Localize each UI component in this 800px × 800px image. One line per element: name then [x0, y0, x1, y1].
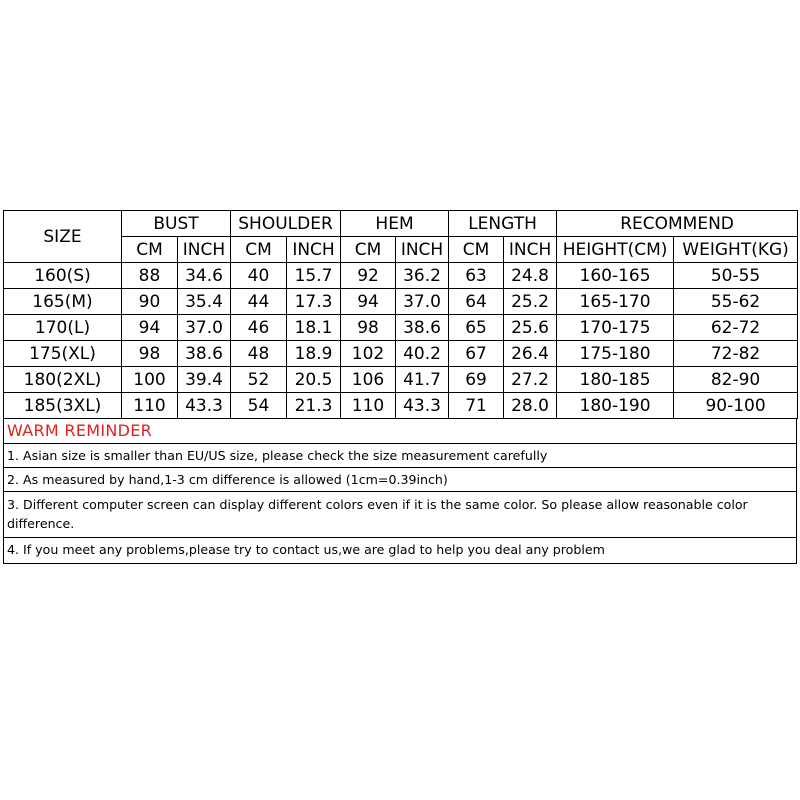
length-cm-cell: 65 [449, 315, 504, 341]
shoulder-inch-cell: 20.5 [287, 367, 341, 393]
hem-cm-cell: 106 [341, 367, 396, 393]
length-inch-cell: 25.2 [504, 289, 557, 315]
warm-reminder-title: WARM REMINDER [4, 419, 796, 444]
length-cm-cell: 71 [449, 393, 504, 419]
hem-cm-header: CM [341, 237, 396, 263]
table-subheader-row [4, 237, 798, 263]
hem-cm-cell: 110 [341, 393, 396, 419]
table-group-header-row [4, 211, 798, 237]
height-cell: 160-165 [557, 263, 674, 289]
size-cell: 185(3XL) [4, 393, 122, 419]
length-inch-cell: 28.0 [504, 393, 557, 419]
size-cell: 165(M) [4, 289, 122, 315]
hem-inch-header: INCH [396, 237, 449, 263]
table-row [4, 341, 798, 367]
height-cell: 165-170 [557, 289, 674, 315]
shoulder-inch-cell: 21.3 [287, 393, 341, 419]
bust-group-header: BUST [122, 211, 231, 237]
warm-reminder-section [3, 419, 797, 564]
hem-cm-cell: 102 [341, 341, 396, 367]
hem-inch-cell: 37.0 [396, 289, 449, 315]
size-chart [3, 210, 797, 564]
shoulder-inch-cell: 18.1 [287, 315, 341, 341]
reminder-note: 3. Different computer screen can display different colors even if it is the same color. So please allow reasonable color difference. [4, 492, 796, 538]
table-row [4, 315, 798, 341]
hem-cm-cell: 98 [341, 315, 396, 341]
shoulder-cm-cell: 48 [231, 341, 287, 367]
bust-cm-cell: 98 [122, 341, 178, 367]
size-table [3, 210, 798, 419]
bust-inch-header: INCH [178, 237, 231, 263]
shoulder-cm-cell: 54 [231, 393, 287, 419]
length-inch-cell: 26.4 [504, 341, 557, 367]
bust-inch-cell: 35.4 [178, 289, 231, 315]
hem-inch-cell: 40.2 [396, 341, 449, 367]
size-cell: 175(XL) [4, 341, 122, 367]
shoulder-cm-cell: 52 [231, 367, 287, 393]
length-inch-cell: 25.6 [504, 315, 557, 341]
length-cm-cell: 64 [449, 289, 504, 315]
hem-cm-cell: 94 [341, 289, 396, 315]
shoulder-inch-cell: 18.9 [287, 341, 341, 367]
bust-cm-header: CM [122, 237, 178, 263]
weight-cell: 82-90 [674, 367, 798, 393]
reminder-note: 4. If you meet any problems,please try to contact us,we are glad to help you deal any problem [7, 542, 605, 557]
hem-inch-cell: 43.3 [396, 393, 449, 419]
reminder-note: 2. As measured by hand,1-3 cm difference is allowed (1cm=0.39inch) [4, 468, 796, 492]
table-row [4, 367, 798, 393]
hem-inch-cell: 36.2 [396, 263, 449, 289]
weight-cell: 50-55 [674, 263, 798, 289]
weight-cell: 72-82 [674, 341, 798, 367]
height-cell: 180-185 [557, 367, 674, 393]
weight-cell: 62-72 [674, 315, 798, 341]
bust-cm-cell: 88 [122, 263, 178, 289]
shoulder-cm-header: CM [231, 237, 287, 263]
size-cell: 170(L) [4, 315, 122, 341]
length-inch-header: INCH [504, 237, 557, 263]
length-inch-cell: 24.8 [504, 263, 557, 289]
size-cell: 180(2XL) [4, 367, 122, 393]
length-cm-cell: 67 [449, 341, 504, 367]
height-cm-header: HEIGHT(CM) [557, 237, 674, 263]
height-cell: 180-190 [557, 393, 674, 419]
height-cell: 170-175 [557, 315, 674, 341]
shoulder-cm-cell: 40 [231, 263, 287, 289]
shoulder-inch-cell: 15.7 [287, 263, 341, 289]
shoulder-cm-cell: 46 [231, 315, 287, 341]
bust-inch-cell: 38.6 [178, 341, 231, 367]
size-column-header: SIZE [4, 211, 122, 263]
bust-cm-cell: 100 [122, 367, 178, 393]
shoulder-inch-cell: 17.3 [287, 289, 341, 315]
length-cm-cell: 69 [449, 367, 504, 393]
length-cm-cell: 63 [449, 263, 504, 289]
bust-inch-cell: 39.4 [178, 367, 231, 393]
shoulder-group-header: SHOULDER [231, 211, 341, 237]
length-inch-cell: 27.2 [504, 367, 557, 393]
length-group-header: LENGTH [449, 211, 557, 237]
bust-inch-cell: 43.3 [178, 393, 231, 419]
hem-cm-cell: 92 [341, 263, 396, 289]
table-row [4, 393, 798, 419]
bust-cm-cell: 110 [122, 393, 178, 419]
length-cm-header: CM [449, 237, 504, 263]
bust-inch-cell: 34.6 [178, 263, 231, 289]
hem-group-header: HEM [341, 211, 449, 237]
bust-cm-cell: 90 [122, 289, 178, 315]
recommend-group-header: RECOMMEND [557, 211, 798, 237]
height-cell: 175-180 [557, 341, 674, 367]
bust-cm-cell: 94 [122, 315, 178, 341]
bust-inch-cell: 37.0 [178, 315, 231, 341]
table-row [4, 289, 798, 315]
size-cell: 160(S) [4, 263, 122, 289]
reminder-note: 1. Asian size is smaller than EU/US size, please check the size measurement carefully [4, 444, 796, 468]
weight-cell: 90-100 [674, 393, 798, 419]
hem-inch-cell: 41.7 [396, 367, 449, 393]
shoulder-cm-cell: 44 [231, 289, 287, 315]
weight-kg-header: WEIGHT(KG) [674, 237, 798, 263]
table-row [4, 263, 798, 289]
shoulder-inch-header: INCH [287, 237, 341, 263]
weight-cell: 55-62 [674, 289, 798, 315]
hem-inch-cell: 38.6 [396, 315, 449, 341]
